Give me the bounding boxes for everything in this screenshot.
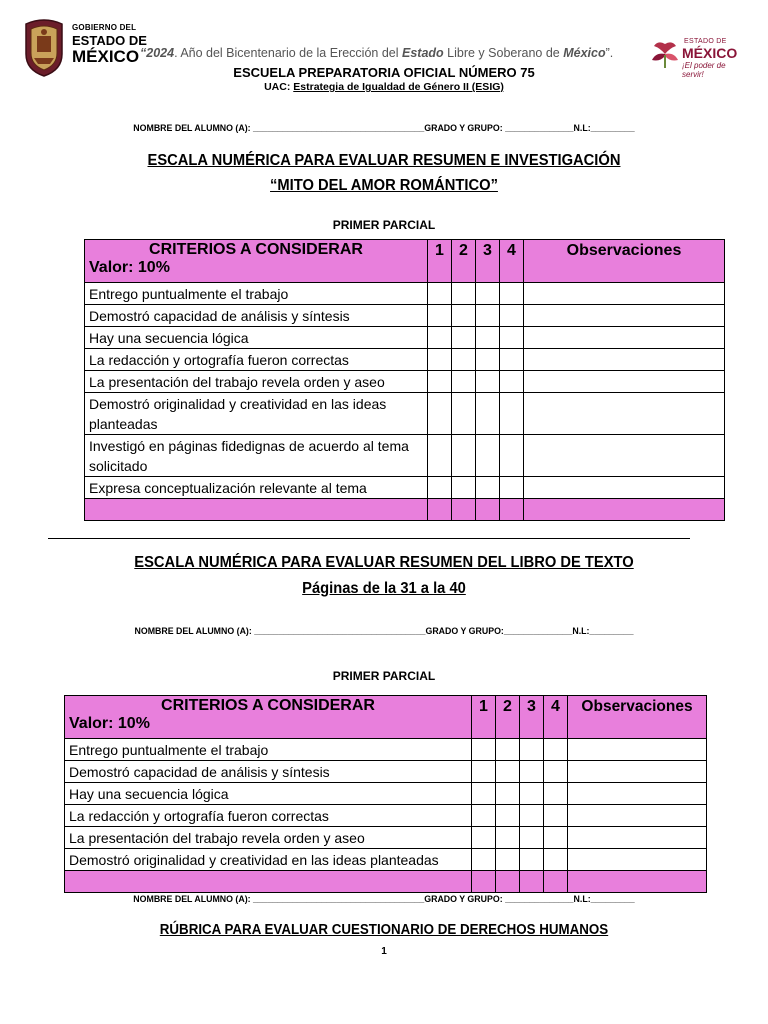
observation-cell[interactable] bbox=[524, 349, 725, 371]
score-cell[interactable] bbox=[500, 371, 524, 393]
score-cell[interactable] bbox=[428, 371, 452, 393]
score-cell[interactable] bbox=[472, 761, 496, 783]
score-header-3: 3 bbox=[476, 240, 500, 283]
score-header-3: 3 bbox=[520, 696, 544, 739]
score-cell[interactable] bbox=[428, 393, 452, 435]
section1-parcial: PRIMER PARCIAL bbox=[332, 218, 436, 232]
observation-cell[interactable] bbox=[568, 783, 707, 805]
criteria-header: CRITERIOS A CONSIDERAR Valor: 10% bbox=[85, 240, 428, 283]
table-row bbox=[65, 739, 707, 761]
score-cell[interactable] bbox=[520, 849, 544, 871]
footer-cell bbox=[472, 871, 496, 893]
score-cell[interactable] bbox=[500, 349, 524, 371]
criterion-text: Demostró originalidad y creatividad en las ideas planteadas bbox=[85, 393, 428, 435]
score-cell[interactable] bbox=[452, 305, 476, 327]
criteria-header: CRITERIOS A CONSIDERAR Valor: 10% bbox=[65, 696, 472, 739]
edo-logo-main: MÉXICO bbox=[682, 45, 738, 61]
score-cell[interactable] bbox=[428, 305, 452, 327]
table-row bbox=[85, 393, 725, 435]
criterion-text: Hay una secuencia lógica bbox=[85, 327, 428, 349]
score-cell[interactable] bbox=[472, 805, 496, 827]
score-cell[interactable] bbox=[476, 435, 500, 477]
footer-cell bbox=[544, 871, 568, 893]
score-header-2: 2 bbox=[452, 240, 476, 283]
section3-title: RÚBRICA PARA EVALUAR CUESTIONARIO DE DERECHOS HUMANOS bbox=[159, 922, 609, 938]
score-cell[interactable] bbox=[500, 477, 524, 499]
section2-subtitle: Páginas de la 31 a la 40 bbox=[302, 580, 466, 597]
student-info-line-3: NOMBRE DEL ALUMNO (A): ___________________________________GRADO Y GRUPO: ______________N.L:_________ bbox=[133, 894, 635, 904]
footer-cell bbox=[524, 499, 725, 521]
page-number: 1 bbox=[381, 946, 387, 957]
score-cell[interactable] bbox=[500, 393, 524, 435]
criterion-text: Investigó en páginas fidedignas de acuerdo al tema solicitado bbox=[85, 435, 428, 477]
observation-cell[interactable] bbox=[568, 805, 707, 827]
student-info-line-2: NOMBRE DEL ALUMNO (A): ___________________________________GRADO Y GRUPO:______________N.L:_________ bbox=[134, 626, 634, 636]
score-cell[interactable] bbox=[544, 739, 568, 761]
table-row bbox=[65, 827, 707, 849]
observation-cell[interactable] bbox=[568, 827, 707, 849]
score-cell[interactable] bbox=[476, 349, 500, 371]
score-cell[interactable] bbox=[500, 305, 524, 327]
score-cell[interactable] bbox=[452, 327, 476, 349]
criterion-text: Entrego puntualmente el trabajo bbox=[85, 283, 428, 305]
table-footer-row bbox=[65, 871, 707, 893]
footer-cell bbox=[428, 499, 452, 521]
score-cell[interactable] bbox=[472, 783, 496, 805]
footer-cell bbox=[496, 871, 520, 893]
footer-cell bbox=[520, 871, 544, 893]
score-cell[interactable] bbox=[428, 349, 452, 371]
score-cell[interactable] bbox=[544, 849, 568, 871]
score-cell[interactable] bbox=[452, 371, 476, 393]
school-name: ESCUELA PREPARATORIA OFICIAL NÚMERO 75 bbox=[233, 65, 535, 80]
score-cell[interactable] bbox=[496, 761, 520, 783]
score-header-4: 4 bbox=[500, 240, 524, 283]
criterion-text: Expresa conceptualización relevante al tema bbox=[85, 477, 428, 499]
observation-cell[interactable] bbox=[524, 393, 725, 435]
score-header-1: 1 bbox=[472, 696, 496, 739]
table-row bbox=[85, 435, 725, 477]
observaciones-header: Observaciones bbox=[568, 696, 707, 739]
observation-cell[interactable] bbox=[568, 849, 707, 871]
observation-cell[interactable] bbox=[524, 371, 725, 393]
footer-cell bbox=[568, 871, 707, 893]
observation-cell[interactable] bbox=[568, 739, 707, 761]
score-header-4: 4 bbox=[544, 696, 568, 739]
score-cell[interactable] bbox=[500, 327, 524, 349]
edo-logo-tagline: ¡El poder de servir! bbox=[682, 61, 726, 79]
score-cell[interactable] bbox=[428, 477, 452, 499]
footer-cell bbox=[85, 499, 428, 521]
student-info-line-1: NOMBRE DEL ALUMNO (A): ___________________________________GRADO Y GRUPO: ______________N.L:_________ bbox=[133, 123, 635, 133]
score-cell[interactable] bbox=[428, 283, 452, 305]
score-header-2: 2 bbox=[496, 696, 520, 739]
motto-line: “2024. Año del Bicentenario de la Erección del Estado Libre y Soberano de México”. bbox=[140, 46, 614, 60]
criterion-text: Demostró capacidad de análisis y síntesis bbox=[65, 761, 472, 783]
score-cell[interactable] bbox=[500, 435, 524, 477]
table-row bbox=[85, 477, 725, 499]
score-cell[interactable] bbox=[500, 283, 524, 305]
section1-title: ESCALA NUMÉRICA PARA EVALUAR RESUMEN E INVESTIGACIÓN bbox=[147, 152, 621, 169]
gov-line-2: ESTADO DE bbox=[72, 33, 147, 48]
score-cell[interactable] bbox=[472, 849, 496, 871]
score-cell[interactable] bbox=[520, 805, 544, 827]
observation-cell[interactable] bbox=[524, 327, 725, 349]
table-footer-row bbox=[85, 499, 725, 521]
gov-line-3: MÉXICO bbox=[72, 47, 140, 66]
score-cell[interactable] bbox=[452, 283, 476, 305]
score-cell[interactable] bbox=[428, 327, 452, 349]
score-cell[interactable] bbox=[452, 477, 476, 499]
score-cell[interactable] bbox=[544, 761, 568, 783]
footer-cell bbox=[500, 499, 524, 521]
footer-cell bbox=[452, 499, 476, 521]
score-cell[interactable] bbox=[520, 827, 544, 849]
score-header-1: 1 bbox=[428, 240, 452, 283]
score-cell[interactable] bbox=[476, 393, 500, 435]
gov-line-1: GOBIERNO DEL bbox=[72, 23, 137, 32]
score-cell[interactable] bbox=[544, 805, 568, 827]
score-cell[interactable] bbox=[544, 827, 568, 849]
table-header-row bbox=[85, 240, 725, 283]
table-row bbox=[85, 283, 725, 305]
table-row bbox=[65, 805, 707, 827]
score-cell[interactable] bbox=[428, 435, 452, 477]
observaciones-header: Observaciones bbox=[524, 240, 725, 283]
criterion-text: Hay una secuencia lógica bbox=[65, 783, 472, 805]
section1-subtitle: “MITO DEL AMOR ROMÁNTICO” bbox=[270, 177, 498, 194]
score-cell[interactable] bbox=[520, 761, 544, 783]
criterion-text: La presentación del trabajo revela orden y aseo bbox=[65, 827, 472, 849]
table-row bbox=[65, 761, 707, 783]
score-cell[interactable] bbox=[476, 283, 500, 305]
score-cell[interactable] bbox=[496, 783, 520, 805]
table-row bbox=[65, 849, 707, 871]
score-cell[interactable] bbox=[496, 805, 520, 827]
score-cell[interactable] bbox=[452, 435, 476, 477]
observation-cell[interactable] bbox=[524, 283, 725, 305]
score-cell[interactable] bbox=[496, 827, 520, 849]
observation-cell[interactable] bbox=[568, 761, 707, 783]
criterion-text: La presentación del trabajo revela orden y aseo bbox=[85, 371, 428, 393]
observation-cell[interactable] bbox=[524, 305, 725, 327]
criterion-text: Demostró originalidad y creatividad en las ideas planteadas bbox=[65, 849, 472, 871]
section2-parcial: PRIMER PARCIAL bbox=[332, 669, 436, 683]
section-divider bbox=[48, 538, 690, 539]
score-cell[interactable] bbox=[520, 783, 544, 805]
score-cell[interactable] bbox=[520, 739, 544, 761]
score-cell[interactable] bbox=[472, 827, 496, 849]
table-row bbox=[65, 783, 707, 805]
table-row bbox=[85, 349, 725, 371]
score-cell[interactable] bbox=[476, 305, 500, 327]
score-cell[interactable] bbox=[476, 477, 500, 499]
score-cell[interactable] bbox=[476, 371, 500, 393]
section2-title: ESCALA NUMÉRICA PARA EVALUAR RESUMEN DEL LIBRO DE TEXTO bbox=[134, 554, 634, 571]
score-cell[interactable] bbox=[476, 327, 500, 349]
uac-line: UAC: Estrategia de Igualdad de Género II (ESIG) bbox=[264, 81, 504, 93]
score-cell[interactable] bbox=[496, 739, 520, 761]
table-row bbox=[85, 305, 725, 327]
edo-logo-top: ESTADO DE bbox=[684, 38, 727, 45]
footer-cell bbox=[476, 499, 500, 521]
table-header-row bbox=[65, 696, 707, 739]
criterion-text: La redacción y ortografía fueron correctas bbox=[85, 349, 428, 371]
score-cell[interactable] bbox=[496, 849, 520, 871]
criterion-text: Entrego puntualmente el trabajo bbox=[65, 739, 472, 761]
score-cell[interactable] bbox=[544, 783, 568, 805]
criterion-text: Demostró capacidad de análisis y síntesis bbox=[85, 305, 428, 327]
footer-cell bbox=[65, 871, 472, 893]
score-cell[interactable] bbox=[452, 393, 476, 435]
criterion-text: La redacción y ortografía fueron correctas bbox=[65, 805, 472, 827]
table-row bbox=[85, 327, 725, 349]
score-cell[interactable] bbox=[452, 349, 476, 371]
observation-cell[interactable] bbox=[524, 477, 725, 499]
observation-cell[interactable] bbox=[524, 435, 725, 477]
table-row bbox=[85, 371, 725, 393]
rubric-table-1 bbox=[84, 239, 725, 521]
rubric-table-2 bbox=[64, 695, 707, 893]
score-cell[interactable] bbox=[472, 739, 496, 761]
